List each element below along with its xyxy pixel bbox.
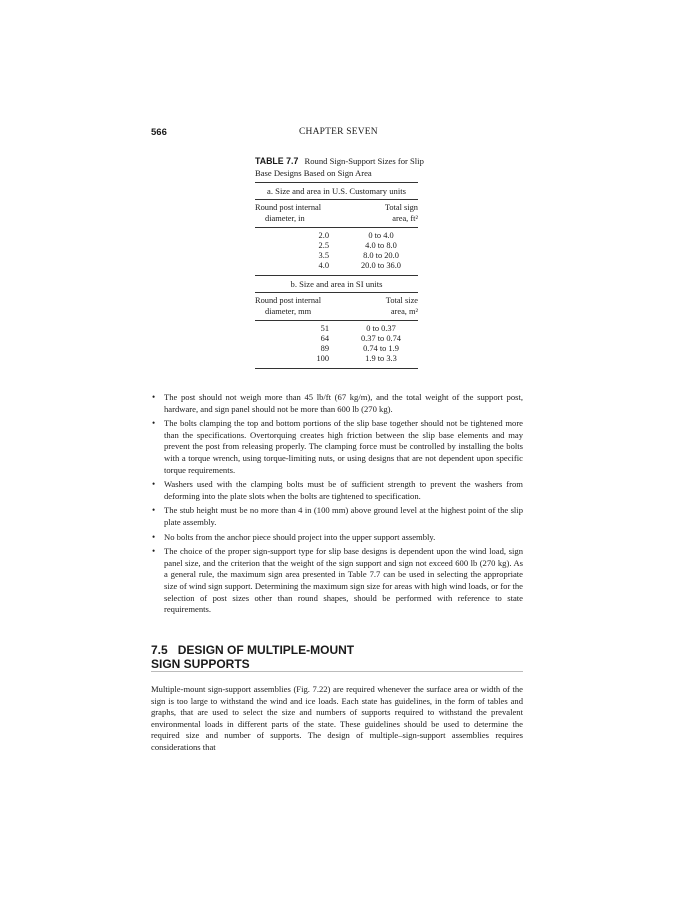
section-number: 7.5	[151, 643, 168, 657]
list-item-text: No bolts from the anchor piece should project into the upper support assembly.	[164, 531, 436, 542]
table-a-col1-header	[255, 203, 345, 224]
list-item	[151, 532, 523, 544]
list-item	[151, 505, 523, 528]
table-cell-diameter: 64	[320, 334, 329, 343]
list-item	[151, 479, 523, 502]
list-item	[151, 418, 523, 476]
table-b-body	[255, 324, 418, 364]
section-title-line1: DESIGN OF MULTIPLE-MOUNT	[177, 643, 355, 657]
table-cell-diameter: 3.5	[318, 251, 329, 260]
table-row	[255, 241, 418, 251]
running-head: CHAPTER SEVEN	[299, 127, 378, 137]
page-number: 566	[151, 127, 167, 138]
table-top-rule	[255, 182, 418, 183]
bullet-icon: •	[152, 505, 156, 516]
table-section-b-label: b. Size and area in SI units	[290, 279, 383, 289]
bullet-icon: •	[152, 479, 156, 490]
table-cell-diameter: 4.0	[318, 261, 329, 270]
bullet-icon: •	[152, 546, 156, 557]
list-item	[151, 546, 523, 616]
table-row	[255, 354, 418, 364]
table-cell-diameter: 2.0	[318, 231, 329, 240]
table-a-body	[255, 231, 418, 271]
table-cell-diameter: 2.5	[318, 241, 329, 250]
table-cell-area: 20.0 to 36.0	[360, 261, 401, 270]
table-b-col1-header-line2: diameter, mm	[265, 306, 312, 316]
body-paragraph: Multiple-mount sign-support assemblies (Fig. 7.22) are required whenever the surface area or width of the sign is too large to withstand the wind and ice loads. Each state has guidelines, in the form of tables and graphs, that are used to select the size and numbers of supports required to withstand the prevalent environmental loads in different parts of the state. These guidelines should be used to determine the required size and number of supports. The design of multiple–sign-support assemblies requires considerations that	[151, 684, 523, 752]
list-item	[151, 392, 523, 415]
table-rule	[255, 227, 418, 228]
table-row	[255, 334, 418, 344]
table-cell-area: 0.74 to 1.9	[363, 344, 399, 353]
table-a-col2-header-line2: area, ft²	[392, 213, 418, 223]
table-title: Round Sign-Support Sizes for Slip Base Designs Based on Sign Area	[255, 156, 424, 178]
requirements-list	[151, 392, 523, 619]
table-rule	[255, 292, 418, 293]
table-cell-diameter: 100	[316, 354, 329, 363]
table-section-a-label: a. Size and area in U.S. Customary units	[267, 186, 406, 196]
section-heading	[151, 643, 354, 671]
table-a-col1-header-line2: diameter, in	[265, 213, 305, 223]
table-a-col2-header	[345, 203, 418, 224]
bullet-icon: •	[152, 531, 156, 542]
bullet-icon: •	[152, 418, 156, 429]
table-rule	[255, 275, 418, 276]
table-b-col1-header-line1: Round post internal	[255, 296, 322, 305]
list-item-text: Washers used with the clamping bolts must be of sufficient strength to prevent the washers from deforming into the plate slots when the bolts are tightened to specification.	[164, 479, 523, 501]
table-b-col2-header	[345, 296, 418, 317]
table-b-col2-header-line2: area, m²	[390, 306, 418, 316]
list-item-text: The choice of the proper sign-support type for slip base designs is dependent upon the wind load, sign panel size, and the criterion that the weight of the sign support and sign not exceed 600 lb (270 kg). As a general rule, the maximum sign area presented in Table 7.7 can be used in selecting the appropriate size of wind sign support. Determining the maximum sign size for areas with high wind loads, or for the selection of post sizes other than round shapes, should be performed with reference to state requirements.	[164, 546, 523, 615]
table-cell-diameter: 89	[320, 344, 329, 353]
table-rule	[255, 320, 418, 321]
section-title-line2: SIGN SUPPORTS	[151, 657, 250, 671]
table-number: TABLE 7.7	[255, 156, 299, 166]
section-divider	[151, 671, 523, 672]
bullet-icon: •	[152, 392, 156, 402]
table-bottom-rule	[255, 368, 418, 369]
table-cell-area: 8.0 to 20.0	[363, 251, 399, 260]
table-b-col1-header	[255, 296, 345, 317]
table-a-col2-header-line1: Total sign	[384, 203, 418, 212]
table-cell-area: 1.9 to 3.3	[365, 354, 397, 363]
table-a-col1-header-line1: Round post internal	[255, 203, 322, 212]
table-row	[255, 261, 418, 271]
list-item-text: The bolts clamping the top and bottom portions of the slip base together should not be tightened more than the specifications. Overtorquing creates high friction between the slip base elements and may prevent the post from releasing properly. The clamping force must be controlled by installing the bolts with a torque wrench, using torque-limiting nuts, or using designs that are not dependent upon specific torque requirements.	[164, 418, 523, 475]
table-row	[255, 324, 418, 334]
list-item-text: The post should not weigh more than 45 lb/ft (67 kg/m), and the total weight of the support post, hardware, and sign panel should not be more than 600 lb (270 kg).	[164, 392, 523, 414]
table-row	[255, 344, 418, 354]
list-item-text: The stub height must be no more than 4 in (100 mm) above ground level at the highest point of the slip plate assembly.	[164, 505, 523, 527]
table-cell-diameter: 51	[320, 324, 329, 333]
table-cell-area: 4.0 to 8.0	[365, 241, 397, 250]
table-cell-area: 0 to 4.0	[368, 231, 394, 240]
table-row	[255, 251, 418, 261]
table-rule	[255, 199, 418, 200]
table-caption	[255, 155, 425, 179]
table-row	[255, 231, 418, 241]
table-cell-area: 0.37 to 0.74	[360, 334, 401, 343]
table-cell-area: 0 to 0.37	[366, 324, 396, 333]
table-b-col2-header-line1: Total size	[385, 296, 418, 305]
